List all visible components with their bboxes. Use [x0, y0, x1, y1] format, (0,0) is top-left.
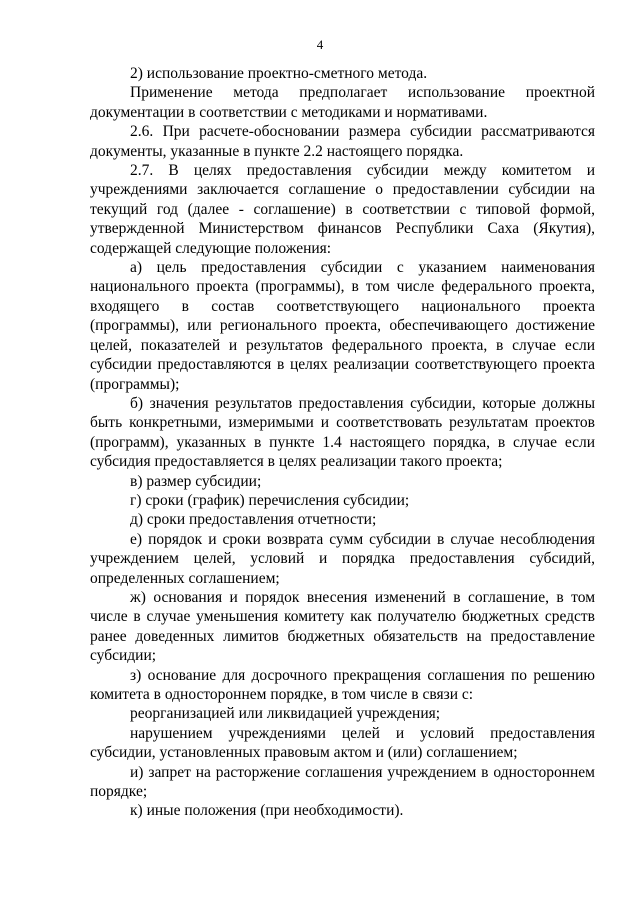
list-item-d: д) сроки предоставления отчетности;	[130, 511, 377, 529]
list-item-i: и) запрет на расторжение соглашения учреждением в одностороннем порядке;	[90, 763, 595, 801]
list-item-z: з) основание для досрочного прекращения соглашения по решению комитета в одностороннем порядке, в том числе в связи с:	[90, 666, 595, 703]
sub-item-violation: нарушением учреждениями целей и условий предоставления субсидии, установленных правовым актом и (или) соглашением;	[90, 724, 595, 762]
document-body	[90, 64, 595, 821]
list-item-e: е) порядок и сроки возврата сумм субсидии в случае несоблюдения учреждением целей, условий и порядка предоставления субсидий, определенных соглашением;	[90, 530, 595, 587]
list-item-g: г) сроки (график) перечисления субсидии;	[130, 491, 410, 509]
list-item-zh: ж) основания и порядок внесения изменений в соглашение, в том числе в случае уменьшения комитету как получателю бюджетных средств ранее доведенных лимитов бюджетных обязательств на предоставление субсидии;	[90, 588, 595, 665]
paragraph-method-application: Применение метода предполагает использование проектной документации в соответствии с методиками и нормативами.	[90, 84, 595, 121]
page-number: 4	[316, 37, 324, 52]
paragraph-2-6: 2.6. При расчете-обосновании размера субсидии рассматриваются документы, указанные в пункте 2.2 настоящего порядка.	[90, 123, 595, 160]
list-item-k: к) иные положения (при необходимости).	[130, 802, 404, 820]
sub-item-reorganization: реорганизацией или ликвидацией учреждения;	[130, 705, 441, 723]
list-item-b: б) значения результатов предоставления субсидии, которые должны быть конкретными, измеримыми и соответствовать результатам проектов (программ), указанных в пункте 1.4 настоящего порядка, в случае если субсидия предоставляется в целях реализации такого проекта;	[90, 394, 595, 471]
paragraph-2-7: 2.7. В целях предоставления субсидии между комитетом и учреждениями заключается соглашение о предоставлении субсидии на текущий год (далее - соглашение) в соответствии с типовой формой, утвержденной Министерством финансов Республики Саха (Якутия), содержащей следующие положения:	[90, 162, 595, 257]
paragraph-method-item-2: 2) использование проектно-сметного метода.	[130, 65, 428, 82]
list-item-a: а) цель предоставления субсидии с указанием наименования национального проекта (программы), в том числе федерального проекта, входящего в состав соответствующего национального проекта (программы), или регионального проекта, обеспечивающего достижение целей, показателей и результатов федерального проекта, в случае если субсидии предоставляются в целях реализации соответствующего проекта (программы);	[90, 259, 595, 393]
list-item-v: в) размер субсидии;	[130, 472, 262, 490]
